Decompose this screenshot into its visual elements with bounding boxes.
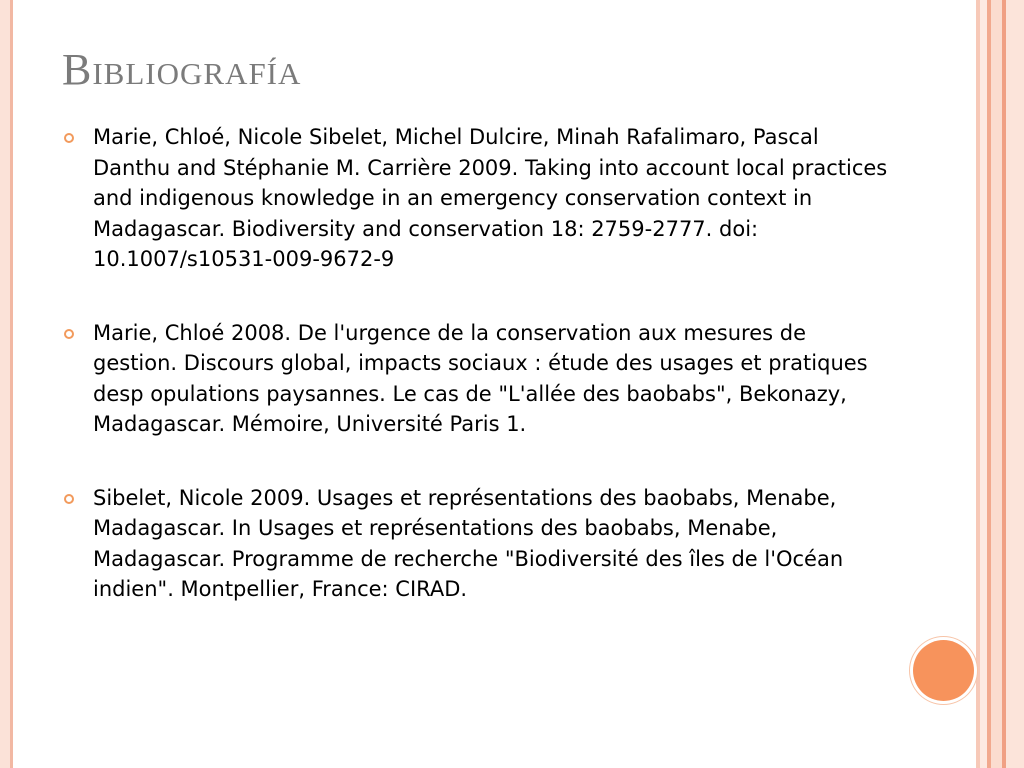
right-stripe: [980, 0, 987, 768]
hollow-circle-bullet-icon: [64, 133, 74, 143]
reference-text: Marie, Chloé 2008. De l'urgence de la conservation aux mesures de gestion. Discours global, impacts sociaux : étude des usages et pratiques desp opulations paysannes. Le cas de "L'allée des baobabs", Bekonazy, Madagascar. Mémoire, Université Paris 1.: [93, 320, 868, 436]
bibliography-item: [62, 318, 892, 440]
hollow-circle-bullet-icon: [64, 494, 74, 504]
reference-text: Marie, Chloé, Nicole Sibelet, Michel Dulcire, Minah Rafalimaro, Pascal Danthu and Stéphanie M. Carrière 2009. Taking into account local practices and indigenous knowledge in an emergency conservation context in Madagascar. Biodiversity and conservation 18: 2759-2777. doi: 10.1007/s10531-009-9672-9: [93, 125, 888, 271]
bibliography-list: [62, 122, 892, 648]
slide-title: Bibliografía: [62, 45, 302, 94]
orange-circle-icon: [913, 640, 974, 701]
bibliography-item: [62, 483, 892, 605]
bibliography-item: [62, 122, 892, 275]
hollow-circle-bullet-icon: [64, 329, 74, 339]
reference-text: Sibelet, Nicole 2009. Usages et représentations des baobabs, Menabe, Madagascar. In Usages et représentations des baobabs, Menabe, Madagascar. Programme de recherche "Biodiversité des îles de l'Océan indien". Montpellier, France: CIRAD.: [93, 485, 844, 601]
left-border-line: [10, 0, 13, 768]
right-stripe: [991, 0, 1002, 768]
right-stripe: [1006, 0, 1024, 768]
